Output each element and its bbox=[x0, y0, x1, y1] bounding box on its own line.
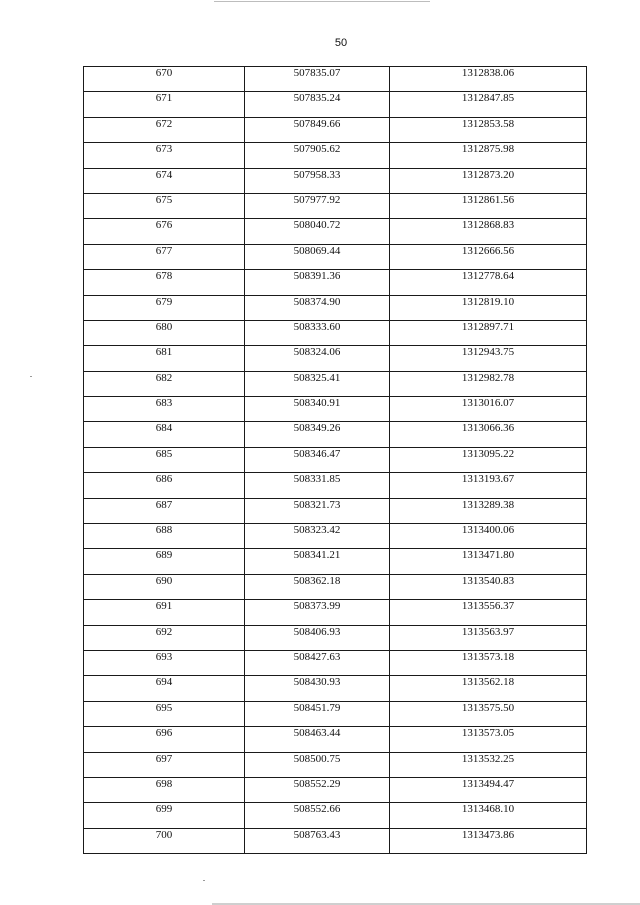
point-number-cell: 691 bbox=[84, 600, 245, 625]
point-number-cell: 693 bbox=[84, 650, 245, 675]
y-coordinate-cell: 1312897.71 bbox=[390, 320, 587, 345]
x-coordinate-cell: 508323.42 bbox=[245, 524, 390, 549]
y-coordinate-cell: 1313400.06 bbox=[390, 524, 587, 549]
x-coordinate-cell: 508406.93 bbox=[245, 625, 390, 650]
x-coordinate-cell: 508552.66 bbox=[245, 803, 390, 828]
table-row bbox=[84, 701, 587, 726]
x-coordinate-cell: 508427.63 bbox=[245, 650, 390, 675]
x-coordinate-cell: 508451.79 bbox=[245, 701, 390, 726]
x-coordinate-cell: 508349.26 bbox=[245, 422, 390, 447]
table-row bbox=[84, 777, 587, 802]
table-row bbox=[84, 371, 587, 396]
table-row bbox=[84, 752, 587, 777]
point-number-cell: 695 bbox=[84, 701, 245, 726]
table-row bbox=[84, 447, 587, 472]
table-row bbox=[84, 67, 587, 92]
y-coordinate-cell: 1312868.83 bbox=[390, 219, 587, 244]
point-number-cell: 675 bbox=[84, 193, 245, 218]
x-coordinate-cell: 507835.24 bbox=[245, 92, 390, 117]
table-row bbox=[84, 600, 587, 625]
y-coordinate-cell: 1313573.18 bbox=[390, 650, 587, 675]
point-number-cell: 698 bbox=[84, 777, 245, 802]
point-number-cell: 685 bbox=[84, 447, 245, 472]
x-coordinate-cell: 508333.60 bbox=[245, 320, 390, 345]
point-number-cell: 692 bbox=[84, 625, 245, 650]
point-number-cell: 670 bbox=[84, 67, 245, 92]
point-number-cell: 684 bbox=[84, 422, 245, 447]
table-row bbox=[84, 219, 587, 244]
table-row bbox=[84, 320, 587, 345]
y-coordinate-cell: 1312873.20 bbox=[390, 168, 587, 193]
table-row bbox=[84, 727, 587, 752]
x-coordinate-cell: 507958.33 bbox=[245, 168, 390, 193]
point-number-cell: 682 bbox=[84, 371, 245, 396]
y-coordinate-cell: 1312778.64 bbox=[390, 270, 587, 295]
table-row bbox=[84, 92, 587, 117]
y-coordinate-cell: 1313066.36 bbox=[390, 422, 587, 447]
table-row bbox=[84, 117, 587, 142]
scan-edge-top bbox=[214, 1, 430, 2]
point-number-cell: 673 bbox=[84, 143, 245, 168]
x-coordinate-cell: 508391.36 bbox=[245, 270, 390, 295]
y-coordinate-cell: 1313563.97 bbox=[390, 625, 587, 650]
x-coordinate-cell: 507849.66 bbox=[245, 117, 390, 142]
point-number-cell: 677 bbox=[84, 244, 245, 269]
y-coordinate-cell: 1313575.50 bbox=[390, 701, 587, 726]
table-row bbox=[84, 295, 587, 320]
page-number: 50 bbox=[334, 37, 348, 49]
x-coordinate-cell: 508325.41 bbox=[245, 371, 390, 396]
y-coordinate-cell: 1313473.86 bbox=[390, 828, 587, 853]
x-coordinate-cell: 508463.44 bbox=[245, 727, 390, 752]
x-coordinate-cell: 508346.47 bbox=[245, 447, 390, 472]
point-number-cell: 696 bbox=[84, 727, 245, 752]
point-number-cell: 680 bbox=[84, 320, 245, 345]
point-number-cell: 686 bbox=[84, 473, 245, 498]
table-row bbox=[84, 574, 587, 599]
y-coordinate-cell: 1312861.56 bbox=[390, 193, 587, 218]
point-number-cell: 687 bbox=[84, 498, 245, 523]
x-coordinate-cell: 507977.92 bbox=[245, 193, 390, 218]
table-row bbox=[84, 244, 587, 269]
y-coordinate-cell: 1312943.75 bbox=[390, 346, 587, 371]
point-number-cell: 688 bbox=[84, 524, 245, 549]
point-number-cell: 681 bbox=[84, 346, 245, 371]
coordinate-table-body bbox=[84, 67, 587, 854]
x-coordinate-cell: 508340.91 bbox=[245, 397, 390, 422]
scan-speck bbox=[30, 376, 32, 377]
table-row bbox=[84, 803, 587, 828]
point-number-cell: 694 bbox=[84, 676, 245, 701]
x-coordinate-cell: 508362.18 bbox=[245, 574, 390, 599]
point-number-cell: 700 bbox=[84, 828, 245, 853]
y-coordinate-cell: 1313573.05 bbox=[390, 727, 587, 752]
x-coordinate-cell: 508552.29 bbox=[245, 777, 390, 802]
x-coordinate-cell: 508430.93 bbox=[245, 676, 390, 701]
y-coordinate-cell: 1313494.47 bbox=[390, 777, 587, 802]
y-coordinate-cell: 1312982.78 bbox=[390, 371, 587, 396]
table-row bbox=[84, 676, 587, 701]
table-row bbox=[84, 346, 587, 371]
table-row bbox=[84, 473, 587, 498]
point-number-cell: 679 bbox=[84, 295, 245, 320]
point-number-cell: 671 bbox=[84, 92, 245, 117]
x-coordinate-cell: 508374.90 bbox=[245, 295, 390, 320]
point-number-cell: 690 bbox=[84, 574, 245, 599]
x-coordinate-cell: 508069.44 bbox=[245, 244, 390, 269]
table-row bbox=[84, 422, 587, 447]
y-coordinate-cell: 1312875.98 bbox=[390, 143, 587, 168]
x-coordinate-cell: 508040.72 bbox=[245, 219, 390, 244]
point-number-cell: 678 bbox=[84, 270, 245, 295]
table-row bbox=[84, 524, 587, 549]
y-coordinate-cell: 1313468.10 bbox=[390, 803, 587, 828]
scan-speck bbox=[203, 880, 205, 881]
x-coordinate-cell: 507835.07 bbox=[245, 67, 390, 92]
point-number-cell: 683 bbox=[84, 397, 245, 422]
y-coordinate-cell: 1313540.83 bbox=[390, 574, 587, 599]
table-row bbox=[84, 828, 587, 853]
table-row bbox=[84, 625, 587, 650]
y-coordinate-cell: 1313562.18 bbox=[390, 676, 587, 701]
y-coordinate-cell: 1312666.56 bbox=[390, 244, 587, 269]
table-row bbox=[84, 650, 587, 675]
point-number-cell: 697 bbox=[84, 752, 245, 777]
table-row bbox=[84, 168, 587, 193]
table-row bbox=[84, 270, 587, 295]
x-coordinate-cell: 508321.73 bbox=[245, 498, 390, 523]
x-coordinate-cell: 508763.43 bbox=[245, 828, 390, 853]
x-coordinate-cell: 508331.85 bbox=[245, 473, 390, 498]
y-coordinate-cell: 1312838.06 bbox=[390, 67, 587, 92]
table-row bbox=[84, 397, 587, 422]
y-coordinate-cell: 1313471.80 bbox=[390, 549, 587, 574]
x-coordinate-cell: 507905.62 bbox=[245, 143, 390, 168]
point-number-cell: 689 bbox=[84, 549, 245, 574]
y-coordinate-cell: 1312853.58 bbox=[390, 117, 587, 142]
x-coordinate-cell: 508341.21 bbox=[245, 549, 390, 574]
y-coordinate-cell: 1312847.85 bbox=[390, 92, 587, 117]
coordinate-table bbox=[83, 66, 587, 854]
point-number-cell: 674 bbox=[84, 168, 245, 193]
x-coordinate-cell: 508373.99 bbox=[245, 600, 390, 625]
point-number-cell: 672 bbox=[84, 117, 245, 142]
x-coordinate-cell: 508500.75 bbox=[245, 752, 390, 777]
y-coordinate-cell: 1313095.22 bbox=[390, 447, 587, 472]
table-row bbox=[84, 143, 587, 168]
y-coordinate-cell: 1313193.67 bbox=[390, 473, 587, 498]
y-coordinate-cell: 1312819.10 bbox=[390, 295, 587, 320]
table-row bbox=[84, 193, 587, 218]
y-coordinate-cell: 1313016.07 bbox=[390, 397, 587, 422]
table-row bbox=[84, 549, 587, 574]
y-coordinate-cell: 1313289.38 bbox=[390, 498, 587, 523]
y-coordinate-cell: 1313556.37 bbox=[390, 600, 587, 625]
point-number-cell: 699 bbox=[84, 803, 245, 828]
y-coordinate-cell: 1313532.25 bbox=[390, 752, 587, 777]
point-number-cell: 676 bbox=[84, 219, 245, 244]
table-row bbox=[84, 498, 587, 523]
x-coordinate-cell: 508324.06 bbox=[245, 346, 390, 371]
